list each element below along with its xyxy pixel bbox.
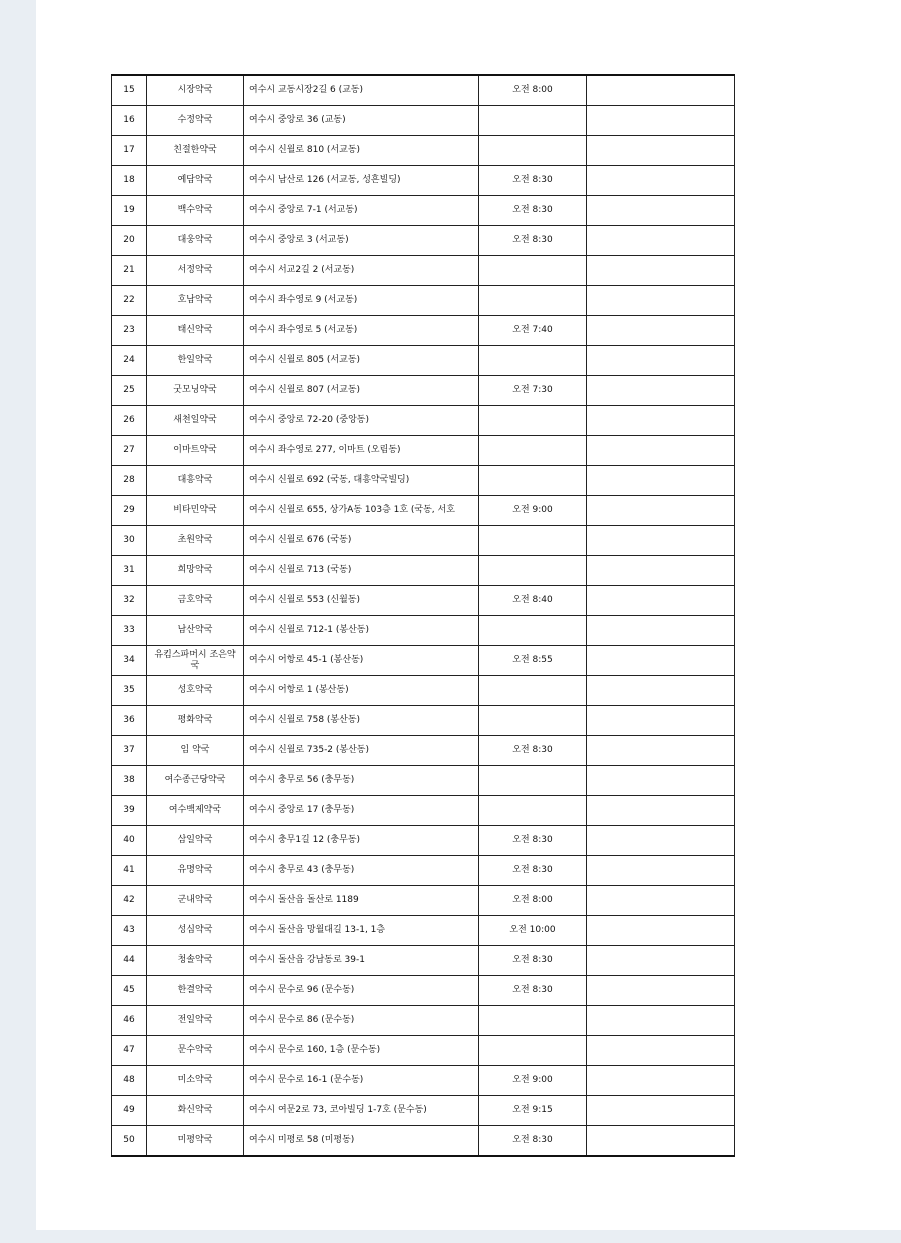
row-number: 40: [112, 826, 147, 856]
pharmacy-address: 여수시 중앙로 17 (충무동): [244, 796, 479, 826]
table-row: [112, 646, 735, 676]
note-cell: [587, 736, 735, 766]
note-cell: [587, 376, 735, 406]
opening-time: [479, 526, 587, 556]
opening-time: 오전 8:40: [479, 586, 587, 616]
row-number: 45: [112, 976, 147, 1006]
row-number: 35: [112, 676, 147, 706]
pharmacy-name: 삼일약국: [147, 826, 244, 856]
row-number: 18: [112, 166, 147, 196]
note-cell: [587, 586, 735, 616]
note-cell: [587, 1036, 735, 1066]
pharmacy-name: 대웅약국: [147, 226, 244, 256]
pharmacy-name: 유명약국: [147, 856, 244, 886]
note-cell: [587, 1096, 735, 1126]
note-cell: [587, 466, 735, 496]
pharmacy-name: 백수약국: [147, 196, 244, 226]
opening-time: 오전 8:30: [479, 226, 587, 256]
row-number: 28: [112, 466, 147, 496]
pharmacy-address: 여수시 중앙로 72-20 (중앙동): [244, 406, 479, 436]
table-row: [112, 916, 735, 946]
opening-time: [479, 676, 587, 706]
row-number: 44: [112, 946, 147, 976]
pharmacy-address: 여수시 문수로 96 (문수동): [244, 976, 479, 1006]
table-row: [112, 166, 735, 196]
pharmacy-address: 여수시 신월로 807 (서교동): [244, 376, 479, 406]
pharmacy-name: 전일약국: [147, 1006, 244, 1036]
note-cell: [587, 406, 735, 436]
table-row: [112, 706, 735, 736]
row-number: 15: [112, 75, 147, 106]
table-row: [112, 1036, 735, 1066]
opening-time: [479, 796, 587, 826]
note-cell: [587, 1066, 735, 1096]
pharmacy-address: 여수시 중앙로 7-1 (서교동): [244, 196, 479, 226]
pharmacy-name: 희망약국: [147, 556, 244, 586]
opening-time: [479, 616, 587, 646]
pharmacy-table: [111, 74, 735, 1157]
pharmacy-table-wrap: [111, 74, 735, 1157]
table-row: [112, 1126, 735, 1157]
pharmacy-address: 여수시 좌수영로 277, 이마트 (오림동): [244, 436, 479, 466]
pharmacy-name: 대흥약국: [147, 466, 244, 496]
note-cell: [587, 616, 735, 646]
pharmacy-name: 새천일약국: [147, 406, 244, 436]
pharmacy-name: 한일약국: [147, 346, 244, 376]
pharmacy-address: 여수시 신월로 805 (서교동): [244, 346, 479, 376]
note-cell: [587, 646, 735, 676]
opening-time: 오전 8:30: [479, 166, 587, 196]
opening-time: 오전 8:30: [479, 736, 587, 766]
pharmacy-name: 비타민약국: [147, 496, 244, 526]
row-number: 48: [112, 1066, 147, 1096]
row-number: 32: [112, 586, 147, 616]
pharmacy-address: 여수시 좌수영로 5 (서교동): [244, 316, 479, 346]
pharmacy-address: 여수시 충무로 43 (충무동): [244, 856, 479, 886]
pharmacy-address: 여수시 돌산읍 망월대길 13-1, 1층: [244, 916, 479, 946]
pharmacy-address: 여수시 문수로 16-1 (문수동): [244, 1066, 479, 1096]
pharmacy-address: 여수시 신월로 553 (신월동): [244, 586, 479, 616]
note-cell: [587, 106, 735, 136]
table-row: [112, 136, 735, 166]
pharmacy-address: 여수시 문수로 160, 1층 (문수동): [244, 1036, 479, 1066]
pharmacy-name: 예담약국: [147, 166, 244, 196]
document-page: [36, 0, 901, 1230]
opening-time: [479, 1006, 587, 1036]
note-cell: [587, 1126, 735, 1157]
pharmacy-address: 여수시 여문2로 73, 코아빌딩 1-7호 (문수동): [244, 1096, 479, 1126]
pharmacy-name: 성호약국: [147, 676, 244, 706]
pharmacy-address: 여수시 돌산읍 강남동로 39-1: [244, 946, 479, 976]
pharmacy-address: 여수시 신월로 712-1 (봉산동): [244, 616, 479, 646]
note-cell: [587, 256, 735, 286]
table-row: [112, 886, 735, 916]
pharmacy-name: 한결약국: [147, 976, 244, 1006]
row-number: 33: [112, 616, 147, 646]
table-row: [112, 526, 735, 556]
note-cell: [587, 496, 735, 526]
opening-time: [479, 286, 587, 316]
row-number: 47: [112, 1036, 147, 1066]
pharmacy-name: 호남약국: [147, 286, 244, 316]
note-cell: [587, 316, 735, 346]
table-row: [112, 976, 735, 1006]
table-row: [112, 75, 735, 106]
table-row: [112, 826, 735, 856]
opening-time: 오전 8:30: [479, 1126, 587, 1157]
note-cell: [587, 1006, 735, 1036]
table-row: [112, 256, 735, 286]
table-row: [112, 586, 735, 616]
note-cell: [587, 676, 735, 706]
opening-time: [479, 106, 587, 136]
pharmacy-address: 여수시 신월로 810 (서교동): [244, 136, 479, 166]
opening-time: [479, 436, 587, 466]
pharmacy-address: 여수시 충무1길 12 (충무동): [244, 826, 479, 856]
pharmacy-address: 여수시 신월로 758 (봉산동): [244, 706, 479, 736]
table-row: [112, 196, 735, 226]
note-cell: [587, 826, 735, 856]
row-number: 49: [112, 1096, 147, 1126]
table-row: [112, 406, 735, 436]
row-number: 39: [112, 796, 147, 826]
pharmacy-table-body: [112, 75, 735, 1156]
note-cell: [587, 166, 735, 196]
note-cell: [587, 286, 735, 316]
pharmacy-name: 임 약국: [147, 736, 244, 766]
note-cell: [587, 196, 735, 226]
table-row: [112, 496, 735, 526]
note-cell: [587, 856, 735, 886]
table-row: [112, 226, 735, 256]
opening-time: [479, 766, 587, 796]
table-row: [112, 736, 735, 766]
pharmacy-address: 여수시 교동시장2길 6 (교동): [244, 75, 479, 106]
note-cell: [587, 976, 735, 1006]
pharmacy-name: 태신약국: [147, 316, 244, 346]
table-row: [112, 376, 735, 406]
pharmacy-address: 여수시 서교2길 2 (서교동): [244, 256, 479, 286]
note-cell: [587, 75, 735, 106]
row-number: 24: [112, 346, 147, 376]
row-number: 37: [112, 736, 147, 766]
note-cell: [587, 436, 735, 466]
opening-time: 오전 9:15: [479, 1096, 587, 1126]
pharmacy-name: 수정약국: [147, 106, 244, 136]
pharmacy-address: 여수시 신월로 692 (국동, 대흥약국빌딩): [244, 466, 479, 496]
table-row: [112, 106, 735, 136]
pharmacy-name: 화신약국: [147, 1096, 244, 1126]
row-number: 43: [112, 916, 147, 946]
row-number: 42: [112, 886, 147, 916]
opening-time: [479, 406, 587, 436]
pharmacy-address: 여수시 미평로 58 (미평동): [244, 1126, 479, 1157]
row-number: 38: [112, 766, 147, 796]
note-cell: [587, 226, 735, 256]
row-number: 25: [112, 376, 147, 406]
pharmacy-address: 여수시 충무로 56 (충무동): [244, 766, 479, 796]
pharmacy-name: 미소약국: [147, 1066, 244, 1096]
pharmacy-name: 서정약국: [147, 256, 244, 286]
row-number: 19: [112, 196, 147, 226]
pharmacy-name: 초원약국: [147, 526, 244, 556]
opening-time: 오전 7:30: [479, 376, 587, 406]
note-cell: [587, 766, 735, 796]
pharmacy-address: 여수시 신월로 655, 상가A동 103층 1호 (국동, 서호: [244, 496, 479, 526]
pharmacy-address: 여수시 돌산읍 돌산로 1189: [244, 886, 479, 916]
pharmacy-name: 성심약국: [147, 916, 244, 946]
pharmacy-address: 여수시 중앙로 3 (서교동): [244, 226, 479, 256]
pharmacy-name: 여수종근당약국: [147, 766, 244, 796]
row-number: 16: [112, 106, 147, 136]
table-row: [112, 616, 735, 646]
note-cell: [587, 556, 735, 586]
table-row: [112, 466, 735, 496]
pharmacy-name: 금호약국: [147, 586, 244, 616]
row-number: 30: [112, 526, 147, 556]
opening-time: 오전 8:30: [479, 196, 587, 226]
row-number: 31: [112, 556, 147, 586]
row-number: 41: [112, 856, 147, 886]
opening-time: 오전 8:00: [479, 886, 587, 916]
row-number: 17: [112, 136, 147, 166]
opening-time: 오전 9:00: [479, 1066, 587, 1096]
note-cell: [587, 796, 735, 826]
pharmacy-address: 여수시 신월로 735-2 (봉산동): [244, 736, 479, 766]
pharmacy-address: 여수시 중앙로 36 (교동): [244, 106, 479, 136]
pharmacy-address: 여수시 문수로 86 (문수동): [244, 1006, 479, 1036]
table-row: [112, 436, 735, 466]
opening-time: [479, 136, 587, 166]
opening-time: 오전 8:55: [479, 646, 587, 676]
opening-time: 오전 7:40: [479, 316, 587, 346]
table-row: [112, 796, 735, 826]
note-cell: [587, 946, 735, 976]
opening-time: [479, 706, 587, 736]
pharmacy-name: 군내약국: [147, 886, 244, 916]
row-number: 34: [112, 646, 147, 676]
row-number: 50: [112, 1126, 147, 1157]
note-cell: [587, 346, 735, 376]
opening-time: [479, 466, 587, 496]
pharmacy-address: 여수시 좌수영로 9 (서교동): [244, 286, 479, 316]
pharmacy-name: 여수백제약국: [147, 796, 244, 826]
row-number: 23: [112, 316, 147, 346]
opening-time: [479, 256, 587, 286]
pharmacy-name: 평화약국: [147, 706, 244, 736]
pharmacy-address: 여수시 신월로 676 (국동): [244, 526, 479, 556]
pharmacy-name: 친절한약국: [147, 136, 244, 166]
pharmacy-name: 시장약국: [147, 75, 244, 106]
row-number: 21: [112, 256, 147, 286]
pharmacy-address: 여수시 신월로 713 (국동): [244, 556, 479, 586]
table-row: [112, 286, 735, 316]
pharmacy-name: 미평약국: [147, 1126, 244, 1157]
opening-time: [479, 1036, 587, 1066]
opening-time: 오전 9:00: [479, 496, 587, 526]
opening-time: [479, 556, 587, 586]
note-cell: [587, 916, 735, 946]
row-number: 20: [112, 226, 147, 256]
row-number: 26: [112, 406, 147, 436]
opening-time: 오전 8:30: [479, 976, 587, 1006]
pharmacy-address: 여수시 남산로 126 (서교동, 성흔빌딩): [244, 166, 479, 196]
pharmacy-name: 굿모닝약국: [147, 376, 244, 406]
table-row: [112, 346, 735, 376]
pharmacy-name: 이마트약국: [147, 436, 244, 466]
pharmacy-name: 청솔약국: [147, 946, 244, 976]
note-cell: [587, 136, 735, 166]
pharmacy-name: 문수약국: [147, 1036, 244, 1066]
pharmacy-address: 여수시 어항로 45-1 (봉산동): [244, 646, 479, 676]
pharmacy-name: 남산약국: [147, 616, 244, 646]
row-number: 46: [112, 1006, 147, 1036]
pharmacy-name: 유킴스파머시 조은약국: [147, 646, 244, 676]
table-row: [112, 316, 735, 346]
pharmacy-address: 여수시 어항로 1 (봉산동): [244, 676, 479, 706]
row-number: 29: [112, 496, 147, 526]
opening-time: 오전 8:30: [479, 946, 587, 976]
opening-time: 오전 8:00: [479, 75, 587, 106]
row-number: 22: [112, 286, 147, 316]
table-row: [112, 1066, 735, 1096]
opening-time: 오전 8:30: [479, 856, 587, 886]
table-row: [112, 1006, 735, 1036]
table-row: [112, 856, 735, 886]
table-row: [112, 766, 735, 796]
row-number: 36: [112, 706, 147, 736]
table-row: [112, 946, 735, 976]
opening-time: 오전 8:30: [479, 826, 587, 856]
note-cell: [587, 526, 735, 556]
opening-time: 오전 10:00: [479, 916, 587, 946]
table-row: [112, 676, 735, 706]
table-row: [112, 1096, 735, 1126]
row-number: 27: [112, 436, 147, 466]
opening-time: [479, 346, 587, 376]
note-cell: [587, 706, 735, 736]
note-cell: [587, 886, 735, 916]
table-row: [112, 556, 735, 586]
